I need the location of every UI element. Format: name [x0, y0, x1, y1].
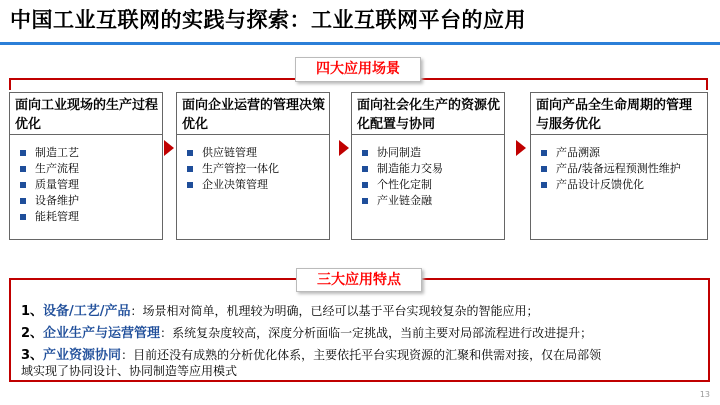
- list-item: 设备维护: [20, 193, 160, 209]
- bullet-square-icon: [362, 166, 368, 172]
- arrow-right-icon: [339, 140, 349, 156]
- bullet-square-icon: [362, 182, 368, 188]
- list-item: 产品/装备远程预测性维护: [541, 161, 705, 177]
- bullet-square-icon: [541, 166, 547, 172]
- feature-line-1: 1、设备/工艺/产品：场景相对简单，机理较为明确，已经可以基于平台实现较复杂的智能应用；: [21, 304, 539, 319]
- bullet-square-icon: [20, 182, 26, 188]
- bullet-square-icon: [541, 182, 547, 188]
- list-item: 产业链金融: [362, 193, 502, 209]
- scenario-card-2: [176, 92, 330, 240]
- scenarios-header: 四大应用场景: [295, 57, 421, 82]
- list-item: 生产流程: [20, 161, 160, 177]
- features-box: [9, 278, 710, 382]
- bullet-square-icon: [541, 150, 547, 156]
- bullet-square-icon: [187, 166, 193, 172]
- bullet-square-icon: [362, 198, 368, 204]
- bullet-square-icon: [187, 182, 193, 188]
- bullet-square-icon: [187, 150, 193, 156]
- bullet-square-icon: [20, 166, 26, 172]
- list-item: 个性化定制: [362, 177, 502, 193]
- scenario-card-title: 面向企业运营的管理决策优化: [177, 93, 329, 135]
- bullet-square-icon: [20, 214, 26, 220]
- scenario-list: [541, 145, 705, 193]
- arrow-right-icon: [164, 140, 174, 156]
- slide-title: 中国工业互联网的实践与探索：工业互联网平台的应用: [10, 8, 526, 32]
- feature-key: 企业生产与运营管理: [43, 326, 161, 341]
- list-item: 生产管控一体化: [187, 161, 327, 177]
- scenario-list: [362, 145, 502, 209]
- list-item: 质量管理: [20, 177, 160, 193]
- bullet-square-icon: [362, 150, 368, 156]
- feature-line-3-cont: 域实现了协同设计、协同制造等应用模式: [21, 364, 238, 378]
- scenario-card-title: 面向工业现场的生产过程优化: [10, 93, 162, 135]
- page-number: 13: [699, 390, 710, 399]
- bullet-square-icon: [20, 198, 26, 204]
- scenario-card-1: [9, 92, 163, 240]
- list-item: 协同制造: [362, 145, 502, 161]
- scenario-card-3: [351, 92, 505, 240]
- list-item: 制造工艺: [20, 145, 160, 161]
- list-item: 产品溯源: [541, 145, 705, 161]
- list-item: 产品设计反馈优化: [541, 177, 705, 193]
- arrow-right-icon: [516, 140, 526, 156]
- list-item: 企业决策管理: [187, 177, 327, 193]
- feature-line-2: 2、企业生产与运营管理：系统复杂度较高，深度分析面临一定挑战，当前主要对局部流程进行改进提升；: [21, 326, 593, 341]
- list-item: 供应链管理: [187, 145, 327, 161]
- scenario-card-title: 面向产品全生命周期的管理与服务优化: [531, 93, 707, 135]
- title-divider: [0, 42, 720, 45]
- feature-key: 产业资源协同: [43, 348, 122, 363]
- scenario-card-4: [530, 92, 708, 240]
- scenario-list: [20, 145, 160, 225]
- bullet-square-icon: [20, 150, 26, 156]
- list-item: 制造能力交易: [362, 161, 502, 177]
- scenario-card-title: 面向社会化生产的资源优化配置与协同: [352, 93, 504, 135]
- features-header: 三大应用特点: [296, 268, 422, 292]
- feature-key: 设备/工艺/产品: [43, 304, 131, 319]
- list-item: 能耗管理: [20, 209, 160, 225]
- feature-line-3: 3、产业资源协同：目前还没有成熟的分析优化体系，主要依托平台实现资源的汇聚和供需对接，仅在局部领: [21, 348, 602, 363]
- scenario-list: [187, 145, 327, 193]
